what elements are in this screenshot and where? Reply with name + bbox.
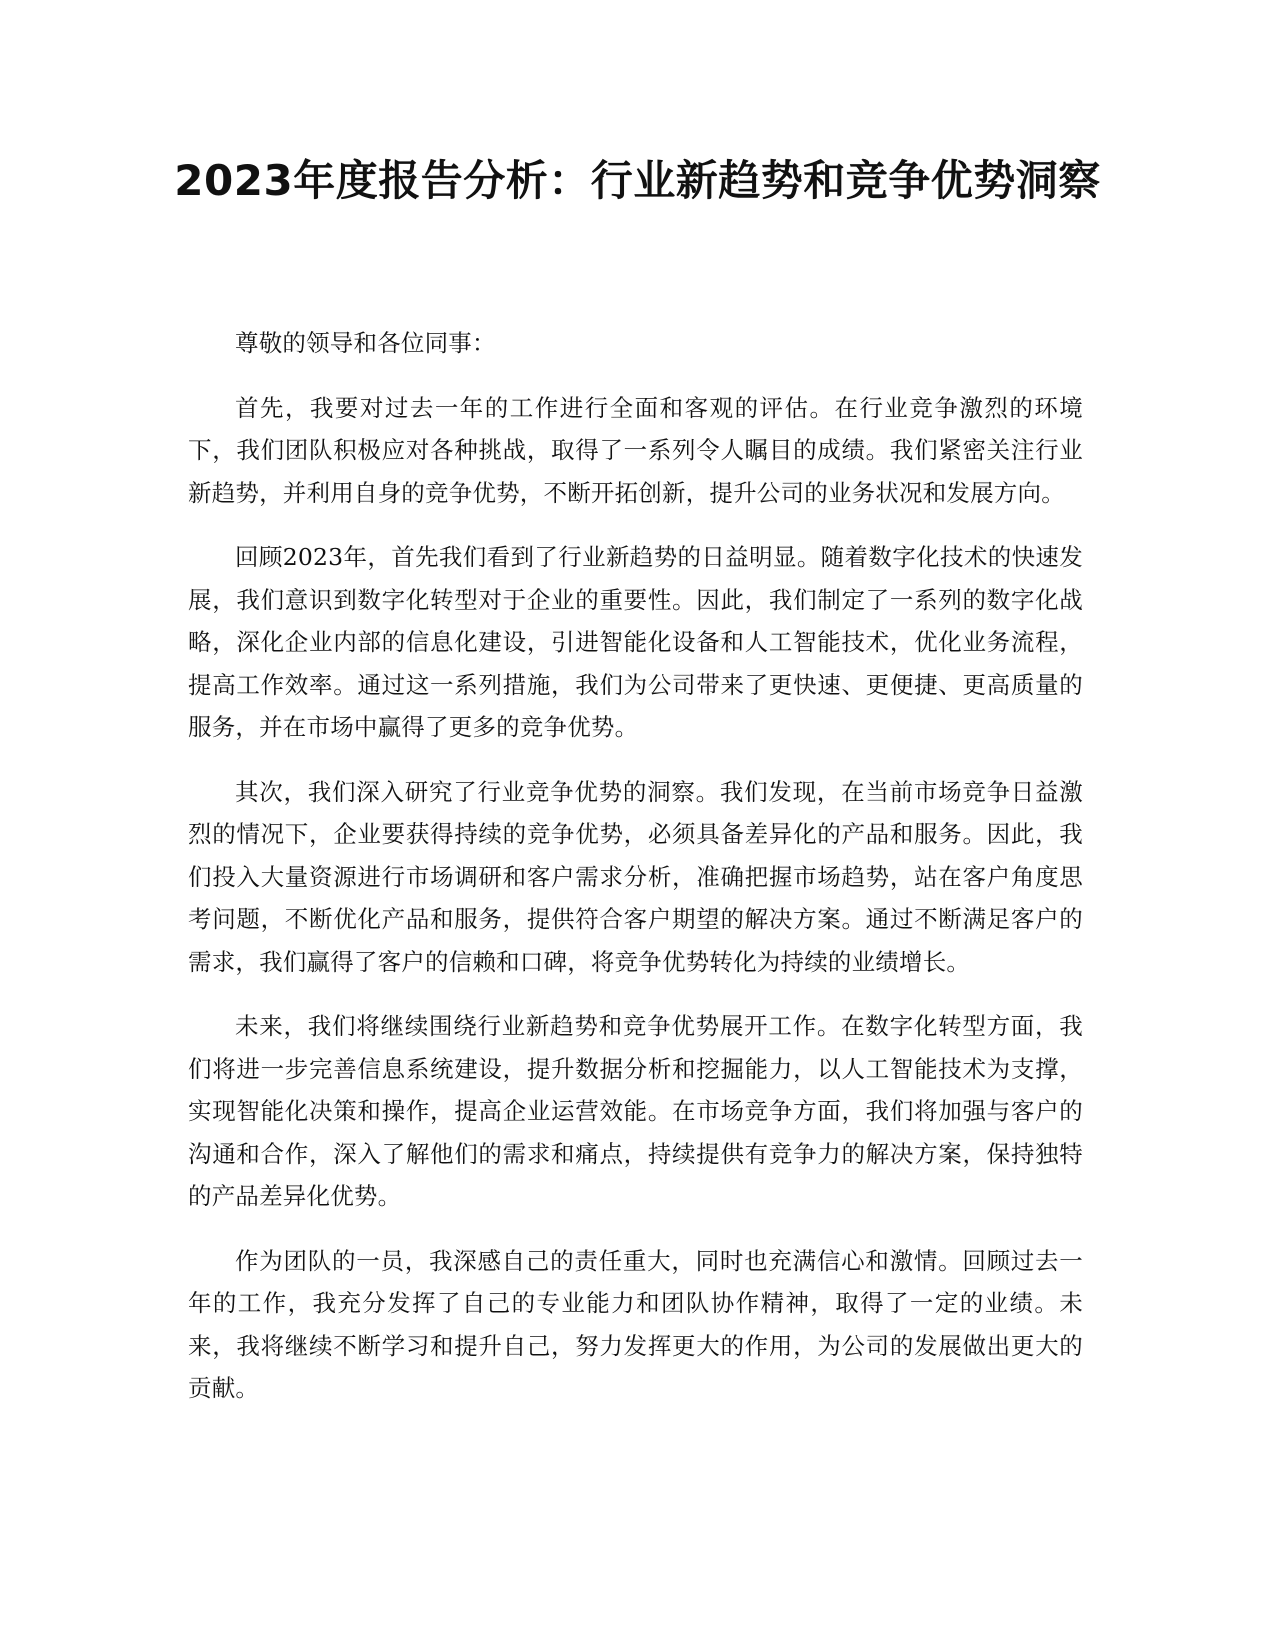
paragraph: 首先，我要对过去一年的工作进行全面和客观的评估。在行业竞争激烈的环境下，我们团队积极应对各种挑战，取得了一系列令人瞩目的成绩。我们紧密关注行业新趋势，并利用自身的竞争优势，不断开拓创新，提升公司的业务状况和发展方向。 xyxy=(188,393,1083,507)
salutation: 尊敬的领导和各位同事： xyxy=(235,329,496,357)
paragraph: 其次，我们深入研究了行业竞争优势的洞察。我们发现，在当前市场竞争日益激烈的情况下，企业要获得持续的竞争优势，必须具备差异化的产品和服务。因此，我们投入大量资源进行市场调研和客户需求分析，准确把握市场趋势，站在客户角度思考问题，不断优化产品和服务，提供符合客户期望的解决方案。通过不断满足客户的需求，我们赢得了客户的信赖和口碑，将竞争优势转化为持续的业绩增长。 xyxy=(188,777,1083,976)
document-title: 2023年度报告分析：行业新趋势和竞争优势洞察 xyxy=(174,156,1101,205)
paragraph: 回顾2023年，首先我们看到了行业新趋势的日益明显。随着数字化技术的快速发展，我们意识到数字化转型对于企业的重要性。因此，我们制定了一系列的数字化战略，深化企业内部的信息化建设，引进智能化设备和人工智能技术，优化业务流程，提高工作效率。通过这一系列措施，我们为公司带来了更快速、更便捷、更高质量的服务，并在市场中赢得了更多的竞争优势。 xyxy=(188,543,1083,741)
paragraph: 作为团队的一员，我深感自己的责任重大，同时也充满信心和激情。回顾过去一年的工作，我充分发挥了自己的专业能力和团队协作精神，取得了一定的业绩。未来，我将继续不断学习和提升自己，努力发挥更大的作用，为公司的发展做出更大的贡献。 xyxy=(188,1246,1083,1402)
paragraph: 未来，我们将继续围绕行业新趋势和竞争优势展开工作。在数字化转型方面，我们将进一步完善信息系统建设，提升数据分析和挖掘能力，以人工智能技术为支撑，实现智能化决策和操作，提高企业运营效能。在市场竞争方面，我们将加强与客户的沟通和合作，深入了解他们的需求和痛点，持续提供有竞争力的解决方案，保持独特的产品差异化优势。 xyxy=(188,1012,1083,1210)
document-body xyxy=(188,322,1083,1432)
